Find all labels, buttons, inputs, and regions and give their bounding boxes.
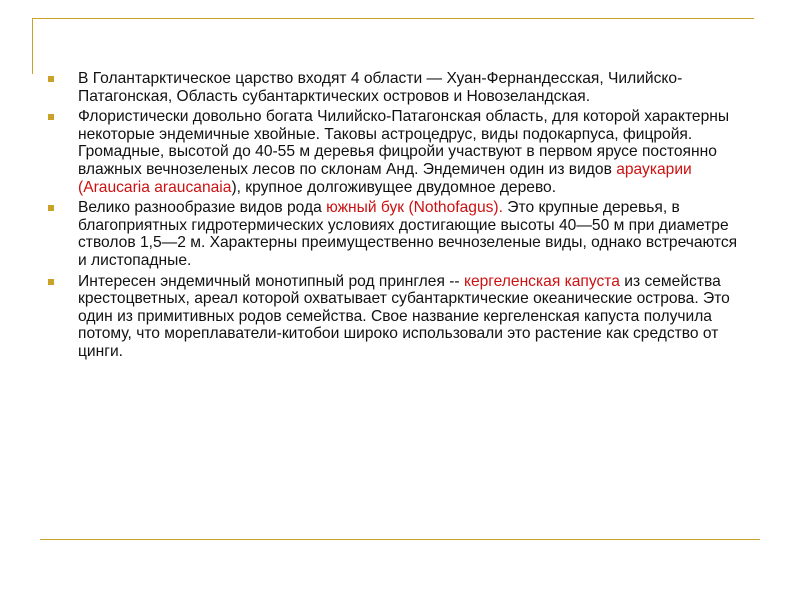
bullet-item: [44, 199, 750, 269]
bullet-square-icon: [48, 76, 54, 82]
bullet-item: [44, 70, 750, 105]
bullet-text: из семейства крестоцветных, ареал которой охватывает субантарктические океанические острова. Это один из примитивных родов семейства. Свое название кергеленская капуста получила потому, что мореплаватели-китобои широко использовали это растение как средство от цинги.: [78, 272, 730, 360]
bullet-item: [44, 108, 750, 196]
bullet-text: В Голантарктическое царство входят 4 области — Хуан-Фернандесская, Чилийско-Патагонская, Область субантарктических островов и Новозеландская.: [78, 70, 683, 105]
bullet-square-icon: [48, 279, 54, 285]
decorative-bottom-line: [40, 539, 760, 540]
bullet-text: Это крупные деревья, в благоприятных гидротермических условиях достигающие высоты 40—50 м при диаметре стволов 1,5—2 м. Характерны преимущественно вечнозеленые виды, однако встречаются и листопадные.: [78, 199, 738, 269]
slide-content: [44, 70, 750, 364]
highlight-text: южный бук (Nothofagus).: [326, 199, 503, 217]
bullet-square-icon: [48, 205, 54, 211]
highlight-text: кергеленская капуста: [463, 272, 620, 290]
bullet-text: Интересен эндемичный монотипный род принглея --: [78, 272, 464, 290]
decorative-left-line: [32, 18, 33, 74]
bullet-text: ), крупное долгоживущее двудомное дерево.: [231, 178, 557, 196]
highlight-text: араукарии (Araucaria araucanaia: [78, 160, 692, 196]
bullet-text: Велико разнообразие видов рода: [78, 199, 327, 217]
bullet-text: Флористически довольно богата Чилийско-Патагонская область, для которой характерны некоторые эндемичные хвойные. Таковы астроцедрус, виды подокарпуса, фицройя. Громадные, высотой до 40-55 м деревья фицройи участвуют в первом ярусе постоянно влажных вечнозеленых лесов по склонам Анд. Эндемичен один из видов: [78, 108, 730, 178]
decorative-top-line: [32, 18, 754, 19]
bullet-item: [44, 273, 750, 361]
bullet-square-icon: [48, 114, 54, 120]
bullet-list: [44, 70, 750, 361]
